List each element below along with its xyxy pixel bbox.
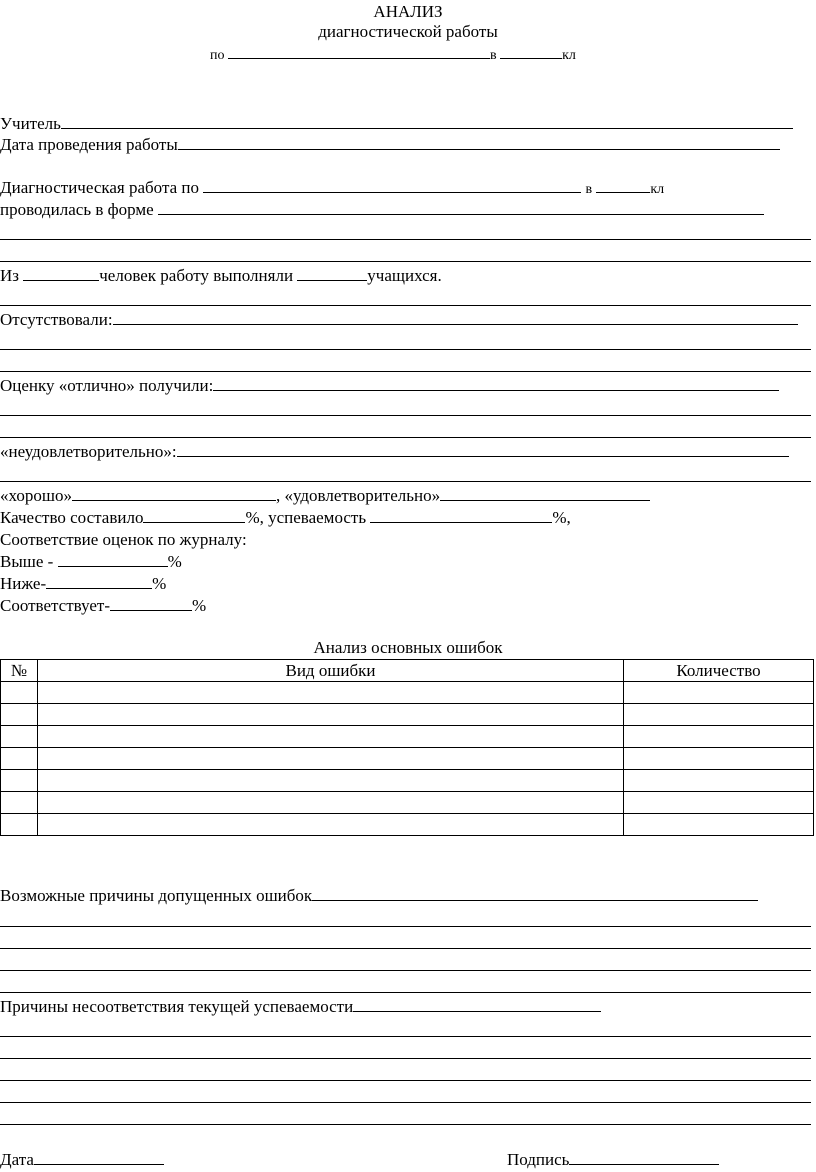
errors-table-title: Анализ основных ошибок: [313, 638, 503, 657]
sat-field[interactable]: [440, 486, 650, 501]
matches-field[interactable]: [110, 596, 192, 611]
table-row: [1, 682, 814, 704]
mismatch-reasons-row: [0, 997, 601, 1017]
table-row: [1, 770, 814, 792]
diag-subject-field[interactable]: [203, 178, 581, 193]
excellent-field[interactable]: [213, 376, 779, 391]
lower-row: [0, 574, 166, 594]
possible-reasons-label: Возможные причины допущенных ошибок: [0, 886, 313, 905]
blank-line[interactable]: [0, 926, 811, 927]
doc-title: АНАЛИЗ: [373, 2, 443, 21]
blank-line[interactable]: [0, 1102, 811, 1103]
unsat-row: [0, 442, 789, 462]
table-cell[interactable]: [38, 814, 624, 836]
table-cell[interactable]: [1, 682, 38, 704]
quality-label: Качество составило: [0, 508, 144, 527]
unsat-label: «неудовлетворительно»:: [0, 442, 177, 461]
good-label: «хорошо»: [0, 486, 72, 505]
col-number-header: №: [1, 660, 38, 682]
absent-label: Отсутствовали:: [0, 310, 113, 329]
blank-line[interactable]: [0, 481, 811, 482]
absent-field[interactable]: [113, 310, 798, 325]
table-cell[interactable]: [1, 704, 38, 726]
table-row: [1, 814, 814, 836]
lower-pct-label: %: [152, 574, 167, 593]
diag-class-field[interactable]: [596, 178, 650, 193]
subject-v-label: в: [490, 48, 497, 63]
table-cell[interactable]: [1, 748, 38, 770]
signature-label: Подпись: [507, 1150, 570, 1169]
subject-kl-label: кл: [562, 48, 576, 63]
blank-line[interactable]: [0, 437, 811, 438]
diag-row: [0, 178, 664, 200]
table-cell[interactable]: [1, 770, 38, 792]
class-field[interactable]: [500, 44, 562, 59]
date-held-row: [0, 135, 780, 155]
good-sat-row: [0, 486, 650, 506]
quality-row: [0, 508, 571, 528]
blank-line[interactable]: [0, 239, 811, 240]
table-row: [1, 704, 814, 726]
iz-label: Из: [0, 266, 19, 285]
teacher-label: Учитель: [0, 114, 61, 133]
higher-pct-label: %: [167, 552, 182, 571]
subject-po-label: по: [210, 48, 225, 63]
higher-field[interactable]: [58, 552, 168, 567]
excellent-label: Оценку «отлично» получили:: [0, 376, 214, 395]
form-row: [0, 200, 764, 220]
col-quantity-header: Количество: [624, 660, 814, 682]
blank-line[interactable]: [0, 261, 811, 262]
teacher-field[interactable]: [61, 114, 793, 129]
possible-reasons-row: [0, 886, 758, 906]
mismatch-reasons-field[interactable]: [353, 997, 601, 1012]
quality-field[interactable]: [143, 508, 245, 523]
matches-row: [0, 596, 206, 616]
blank-line[interactable]: [0, 1124, 811, 1125]
blank-line[interactable]: [0, 371, 811, 372]
table-cell[interactable]: [624, 770, 814, 792]
col-error-type-header: Вид ошибки: [38, 660, 624, 682]
students-label: учащихся.: [367, 266, 442, 285]
blank-line[interactable]: [0, 305, 811, 306]
date-label: Дата: [0, 1150, 34, 1169]
diag-kl-label: кл: [650, 182, 665, 197]
blank-line[interactable]: [0, 1058, 811, 1059]
table-row: [1, 726, 814, 748]
lower-label: Ниже-: [0, 574, 47, 593]
higher-row: [0, 552, 182, 572]
possible-reasons-field[interactable]: [312, 886, 758, 901]
table-cell[interactable]: [624, 792, 814, 814]
progress-pct-label: %,: [552, 508, 571, 527]
blank-line[interactable]: [0, 415, 811, 416]
form-field[interactable]: [158, 200, 764, 215]
total-students-field[interactable]: [23, 266, 99, 281]
blank-line[interactable]: [0, 992, 811, 993]
doc-subtitle: диагностической работы: [318, 22, 498, 41]
table-header-row: [1, 660, 814, 682]
people-did-label: человек работу выполняли: [99, 266, 294, 285]
signature-field[interactable]: [569, 1150, 719, 1165]
form-label: проводилась в форме: [0, 200, 154, 219]
blank-line[interactable]: [0, 948, 811, 949]
date-held-field[interactable]: [178, 135, 780, 150]
signature-row: [507, 1150, 719, 1170]
count-row: [0, 266, 442, 286]
excellent-row: [0, 376, 779, 396]
errors-table: [0, 659, 814, 836]
table-cell[interactable]: [624, 726, 814, 748]
table-cell[interactable]: [38, 682, 624, 704]
blank-line[interactable]: [0, 970, 811, 971]
table-cell[interactable]: [624, 704, 814, 726]
progress-field[interactable]: [370, 508, 552, 523]
diag-po-label: Диагностическая работа по: [0, 178, 199, 197]
journal-label: Соответствие оценок по журналу:: [0, 530, 247, 549]
good-field[interactable]: [72, 486, 276, 501]
performed-field[interactable]: [297, 266, 367, 281]
date-held-label: Дата проведения работы: [0, 135, 178, 154]
teacher-row: [0, 114, 793, 134]
mismatch-reasons-label: Причины несоответствия текущей успеваемости: [0, 997, 354, 1016]
table-cell[interactable]: [1, 792, 38, 814]
subject-line: [210, 44, 576, 66]
table-cell[interactable]: [624, 748, 814, 770]
table-cell[interactable]: [38, 726, 624, 748]
higher-label: Выше -: [0, 552, 54, 571]
table-row: [1, 748, 814, 770]
subject-field[interactable]: [228, 44, 490, 59]
table-cell[interactable]: [38, 792, 624, 814]
date-row: [0, 1150, 164, 1170]
blank-line[interactable]: [0, 1036, 811, 1037]
lower-field[interactable]: [46, 574, 152, 589]
table-cell[interactable]: [1, 726, 38, 748]
matches-pct-label: %: [192, 596, 207, 615]
blank-line[interactable]: [0, 349, 811, 350]
table-cell[interactable]: [38, 770, 624, 792]
date-field[interactable]: [34, 1150, 164, 1165]
matches-label: Соответствует-: [0, 596, 110, 615]
table-cell[interactable]: [624, 814, 814, 836]
table-cell[interactable]: [38, 704, 624, 726]
absent-row: [0, 310, 798, 330]
quality-pct-label: %, успеваемость: [245, 508, 367, 527]
table-cell[interactable]: [38, 748, 624, 770]
table-cell[interactable]: [1, 814, 38, 836]
sat-label: , «удовлетворительно»: [275, 486, 441, 505]
diag-v-label: в: [585, 182, 593, 197]
unsat-field[interactable]: [177, 442, 789, 457]
table-row: [1, 792, 814, 814]
blank-line[interactable]: [0, 1080, 811, 1081]
table-cell[interactable]: [624, 682, 814, 704]
